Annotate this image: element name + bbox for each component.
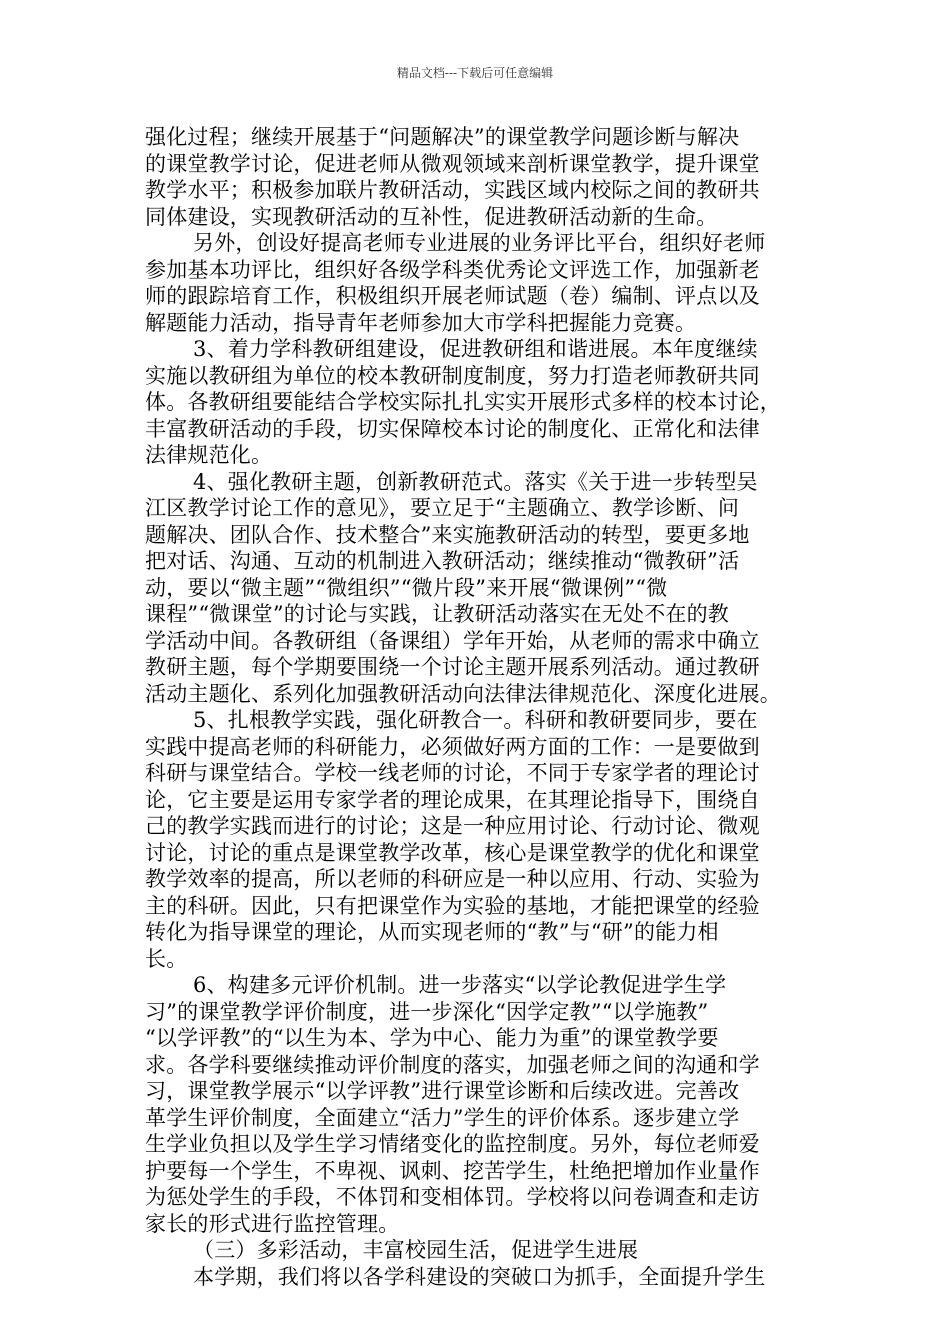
- text-line: 教研主题，每个学期要围绕一个讨论主题开展系列活动。通过教研: [145, 655, 760, 679]
- text-line: 为惩处学生的手段，不体罚和变相体罚。学校将以问卷调查和走访: [145, 1185, 760, 1209]
- text-line: 另外，创设好提高老师专业进展的业务评比平台，组织好老师: [193, 231, 766, 255]
- text-line: 法律规范化。: [145, 443, 273, 467]
- page-header: 精品文档---下载后可任意编辑: [396, 66, 554, 80]
- text-line: 家长的形式进行监控管理。: [145, 1211, 400, 1236]
- text-line: “以学评教”的“以生为本、学为中心、能力为重”的课堂教学要: [145, 1026, 719, 1050]
- text-line: 实践中提高老师的科研能力，必须做好两方面的工作：一是要做到: [145, 734, 760, 759]
- document-body: [145, 124, 817, 1290]
- text-line: 习，课堂教学展示“以学评教”进行课堂诊断和后续改进。完善改: [145, 1079, 740, 1103]
- text-line: 解题能力活动，指导青年老师参加大市学科把握能力竞赛。: [145, 310, 697, 335]
- text-line: 习”的课堂教学评价制度，进一步深化“因学定教”“以学施教”: [145, 999, 709, 1024]
- text-line: 6、构建多元评价机制。进一步落实“以学论教促进学生学: [193, 973, 727, 997]
- text-line: 江区教学讨论工作的意见》，要立足于“主题确立、教学诊断、问: [145, 496, 740, 520]
- text-line: 讨论，讨论的重点是课堂教学改革，核心是课堂教学的优化和课堂: [145, 840, 760, 865]
- text-line: 主的科研。因此，只有把课堂作为实验的基地，才能把课堂的经验: [145, 893, 760, 918]
- text-line: 5、扎根教学实践，强化研教合一。科研和教研要同步，要在: [193, 708, 758, 732]
- text-line: 生学业负担以及学生学习情绪变化的监控制度。另外，每位老师爱: [145, 1132, 760, 1156]
- text-line: 教学水平；积极参加联片教研活动，实践区域内校际之间的教研共: [145, 178, 760, 202]
- text-line: （三）多彩活动，丰富校园生活，促进学生进展: [193, 1238, 639, 1262]
- text-line: 的课堂教学讨论，促进老师从微观领域来剖析课堂教学，提升课堂: [145, 151, 760, 176]
- text-line: 革学生评价制度，全面建立“活力”学生的评价体系。逐步建立学: [145, 1105, 740, 1130]
- text-line: 3、着力学科教研组建设，促进教研组和谐进展。本年度继续: [193, 337, 758, 361]
- text-line: 实施以教研组为单位的校本教研制度制度，努力打造老师教研共同: [145, 363, 760, 388]
- text-line: 题解决、团队合作、技术整合”来实施教研活动的转型，要更多地: [145, 522, 750, 547]
- text-line: 本学期，我们将以各学科建设的突破口为抓手，全面提升学生: [193, 1264, 766, 1289]
- text-line: 课程”“微课堂”的讨论与实践，让教研活动落实在无处不在的教: [145, 602, 730, 626]
- text-line: 长。: [145, 946, 188, 971]
- text-line: 师的跟踪培育工作，积极组织开展老师试题（卷）编制、评点以及: [145, 284, 760, 308]
- text-line: 参加基本功评比，组织好各级学科类优秀论文评选工作，加强新老: [145, 257, 760, 282]
- text-line: 教学效率的提高，所以老师的科研应是一种以应用、行动、实验为: [145, 867, 760, 891]
- text-line: 动，要以“微主题”“微组织”“微片段”来开展“微课例”“微: [145, 575, 668, 600]
- text-line: 丰富教研活动的手段，切实保障校本讨论的制度化、正常化和法律: [145, 416, 760, 441]
- text-line: 活动主题化、系列化加强教研活动向法律法律规范化、深度化进展。: [145, 681, 781, 706]
- text-line: 强化过程；继续开展基于“问题解决”的课堂教学问题诊断与解决: [145, 125, 740, 149]
- text-line: 论，它主要是运用专家学者的理论成果，在其理论指导下，围绕自: [145, 787, 760, 812]
- text-line: 科研与课堂结合。学校一线老师的讨论，不同于专家学者的理论讨: [145, 761, 760, 785]
- text-line: 4、强化教研主题，创新教研范式。落实《关于进一步转型吴: [193, 469, 758, 494]
- text-line: 求。各学科要继续推动评价制度的落实，加强老师之间的沟通和学: [145, 1052, 760, 1077]
- text-line: 己的教学实践而进行的讨论；这是一种应用讨论、行动讨论、微观: [145, 814, 760, 838]
- text-line: 体。各教研组要能结合学校实际扎扎实实开展形式多样的校本讨论，: [145, 390, 781, 414]
- text-line: 把对话、沟通、互动的机制进入教研活动；继续推动“微教研”活: [145, 549, 740, 573]
- text-line: 转化为指导课堂的理论，从而实现老师的“教”与“研”的能力相: [145, 920, 719, 944]
- text-line: 同体建设，实现教研活动的互补性，促进教研活动新的生命。: [145, 204, 718, 229]
- text-line: 学活动中间。各教研组（备课组）学年开始，从老师的需求中确立: [145, 628, 760, 653]
- text-line: 护要每一个学生，不卑视、讽刺、挖苦学生，杜绝把增加作业量作: [145, 1158, 760, 1183]
